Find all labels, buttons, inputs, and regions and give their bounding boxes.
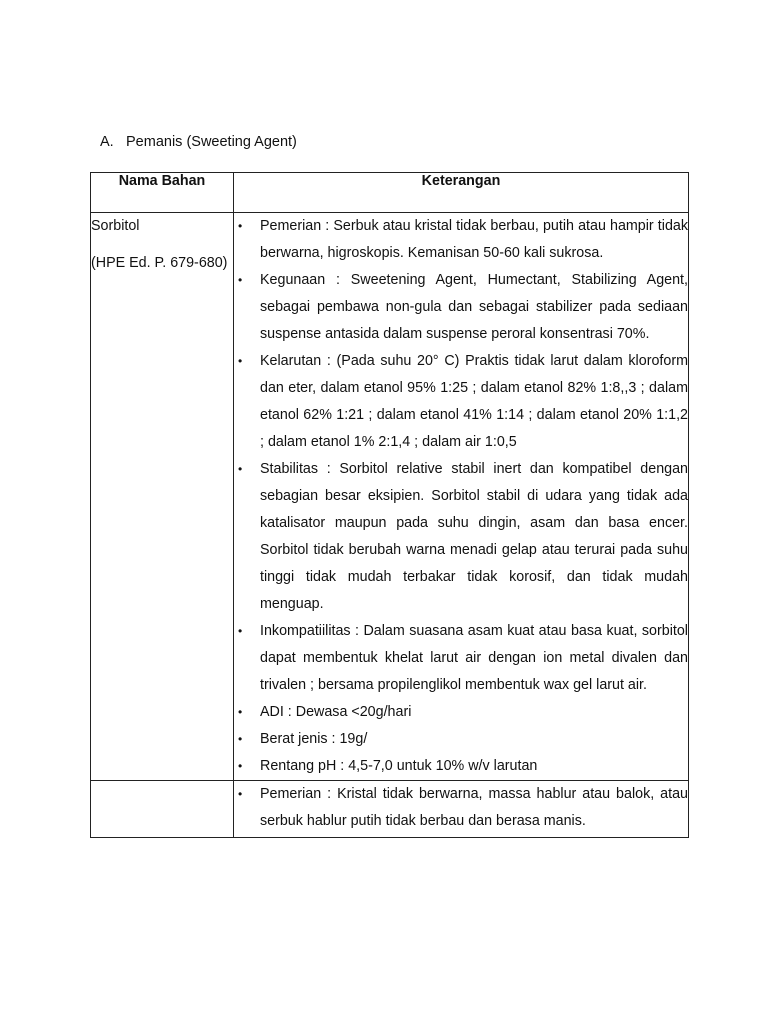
description-list <box>234 781 688 835</box>
list-item <box>234 781 688 835</box>
bullet-icon: • <box>238 624 243 638</box>
list-item <box>234 726 688 753</box>
bullet-icon: • <box>238 787 243 801</box>
bullet-icon: • <box>238 705 243 719</box>
ingredient-reference: (HPE Ed. P. 679-680) <box>91 255 228 271</box>
bullet-icon: • <box>238 219 243 233</box>
section-title: Pemanis (Sweeting Agent) <box>126 134 297 150</box>
header-nama-bahan: Nama Bahan <box>91 173 234 213</box>
ingredient-table <box>90 172 689 838</box>
table-row <box>91 213 689 781</box>
bullet-icon: • <box>238 354 243 368</box>
header-keterangan: Keterangan <box>234 173 689 213</box>
ingredient-name: Sorbitol <box>91 218 140 234</box>
point-text: Kelarutan : (Pada suhu 20° C) Praktis tidak larut dalam kloroform dan eter, dalam etanol 95% 1:25 ; dalam etanol 82% 1:8,,3 ; dalam etanol 62% 1:21 ; dalam etanol 41% 1:14 ; dalam etanol 20% 1:1,2 ; dalam etanol 1% 2:1,4 ; dalam air 1:0,5 <box>260 353 688 450</box>
ingredient-name-cell <box>91 781 234 838</box>
description-list <box>234 213 688 780</box>
ingredient-description-cell <box>234 213 689 781</box>
point-text: Pemerian : Serbuk atau kristal tidak berbau, putih atau hampir tidak berwarna, higroskopis. Kemanisan 50-60 kali sukrosa. <box>260 218 688 261</box>
list-item <box>234 699 688 726</box>
list-item <box>234 753 688 780</box>
list-item <box>234 618 688 699</box>
bullet-icon: • <box>238 732 243 746</box>
table-header-row <box>91 173 689 213</box>
point-text: Berat jenis : 19g/ <box>260 731 368 747</box>
list-item <box>234 267 688 348</box>
section-heading <box>100 133 297 151</box>
ingredient-description-cell <box>234 781 689 838</box>
table-row <box>91 781 689 838</box>
list-item <box>234 456 688 618</box>
bullet-icon: • <box>238 273 243 287</box>
list-item <box>234 348 688 456</box>
point-text: Pemerian : Kristal tidak berwarna, massa hablur atau balok, atau serbuk hablur putih tidak berbau dan berasa manis. <box>260 786 688 829</box>
ingredient-name-cell <box>91 213 234 781</box>
point-text: Kegunaan : Sweetening Agent, Humectant, Stabilizing Agent, sebagai pembawa non-gula dan sebagai stabilizer pada sediaan suspense antasida dalam suspense peroral konsentrasi 70%. <box>260 272 688 342</box>
section-letter: A. <box>100 134 114 150</box>
point-text: Inkompatiilitas : Dalam suasana asam kuat atau basa kuat, sorbitol dapat membentuk khelat larut air dengan ion metal divalen dan trivalen ; bersama propilenglikol membentuk wax gel larut air. <box>260 623 688 693</box>
bullet-icon: • <box>238 462 243 476</box>
list-item <box>234 213 688 267</box>
bullet-icon: • <box>238 759 243 773</box>
point-text: Stabilitas : Sorbitol relative stabil inert dan kompatibel dengan sebagian besar eksipien. Sorbitol stabil di udara yang tidak ada katalisator maupun pada suhu dingin, asam dan basa encer. Sorbitol tidak berubah warna menadi gelap atau terurai pada suhu tinggi tidak mudah terbakar tidak korosif, dan tidak mudah menguap. <box>260 461 688 612</box>
point-text: Rentang pH : 4,5-7,0 untuk 10% w/v larutan <box>260 758 538 774</box>
point-text: ADI : Dewasa <20g/hari <box>260 704 412 720</box>
